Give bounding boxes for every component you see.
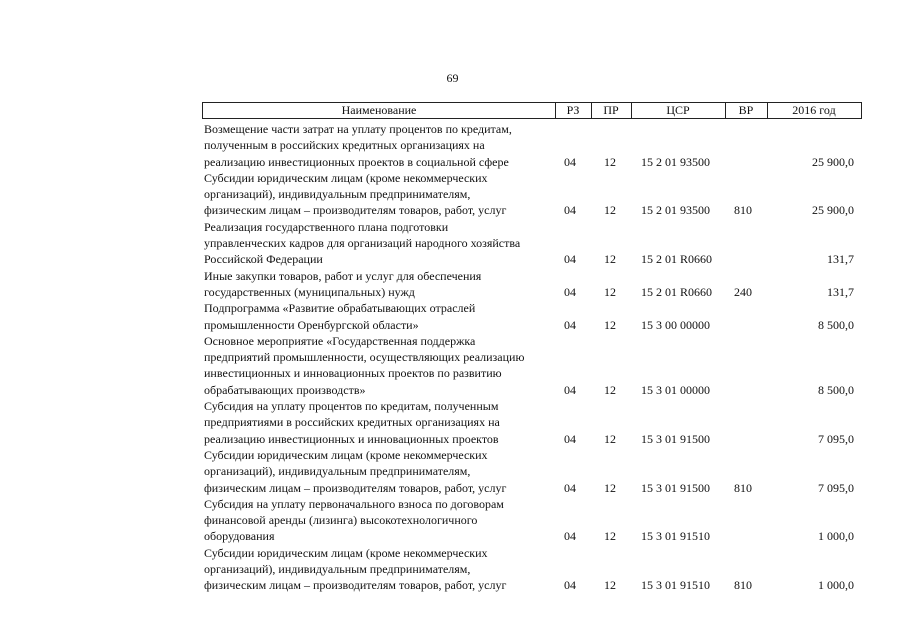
row-name xyxy=(204,545,550,594)
row-sum: 25 900,0 xyxy=(812,154,854,169)
row-pr: 12 xyxy=(604,382,616,397)
row-csr: 15 3 01 91510 xyxy=(641,529,710,544)
row-name-line: государственных (муниципальных) нужд xyxy=(204,284,415,299)
row-name-line: Субсидия на уплату первоначального взноса по договорам xyxy=(204,496,504,511)
table-row xyxy=(0,333,905,398)
table-row xyxy=(0,170,905,219)
row-name-line: организаций), индивидуальным предпринимателям, xyxy=(204,187,471,202)
row-name-line: организаций), индивидуальным предпринимателям, xyxy=(204,562,471,577)
row-sum: 1 000,0 xyxy=(818,578,854,593)
row-csr: 15 3 01 91500 xyxy=(641,431,710,446)
row-rz: 04 xyxy=(564,252,576,267)
row-pr: 12 xyxy=(604,529,616,544)
row-name-line: обрабатывающих производств» xyxy=(204,382,366,397)
row-sum: 131,7 xyxy=(827,284,854,299)
row-vr: 240 xyxy=(734,284,752,299)
row-name-line: физическим лицам – производителям товаров, работ, услуг xyxy=(204,480,507,495)
row-vr: 810 xyxy=(734,578,752,593)
row-name-line: управленческих кадров для организаций народного хозяйства xyxy=(204,236,521,251)
row-name xyxy=(204,268,550,301)
table-header xyxy=(202,102,862,119)
row-name-line: Российской Федерации xyxy=(204,252,323,267)
row-name-line: Субсидии юридическим лицам (кроме некоммерческих xyxy=(204,545,488,560)
row-sum: 7 095,0 xyxy=(818,431,854,446)
row-name-line: Подпрограмма «Развитие обрабатывающих отраслей xyxy=(204,301,476,316)
row-pr: 12 xyxy=(604,252,616,267)
row-csr: 15 2 01 93500 xyxy=(641,154,710,169)
row-pr: 12 xyxy=(604,480,616,495)
table-row xyxy=(0,398,905,447)
row-name-line: финансовой аренды (лизинга) высокотехнологичного xyxy=(204,513,478,528)
row-rz: 04 xyxy=(564,431,576,446)
row-name-line: Субсидии юридическим лицам (кроме некоммерческих xyxy=(204,447,488,462)
row-sum: 7 095,0 xyxy=(818,480,854,495)
header-pr: ПР xyxy=(591,103,632,118)
row-name-line: предприятиями в российских кредитных организациях на xyxy=(204,415,500,430)
header-year: 2016 год xyxy=(792,103,836,117)
row-name-line: Субсидия на уплату процентов по кредитам, полученным xyxy=(204,399,499,414)
row-pr: 12 xyxy=(604,317,616,332)
row-name-line: Субсидии юридическим лицам (кроме некоммерческих xyxy=(204,170,488,185)
table-row xyxy=(0,121,905,170)
row-rz: 04 xyxy=(564,529,576,544)
header-name: Наименование xyxy=(203,103,556,118)
row-csr: 15 3 01 00000 xyxy=(641,382,710,397)
row-name xyxy=(204,333,550,398)
row-name-line: полученным в российских кредитных организациях на xyxy=(204,138,485,153)
row-csr: 15 3 00 00000 xyxy=(641,317,710,332)
row-name xyxy=(204,398,550,447)
table-row xyxy=(0,545,905,594)
row-sum: 8 500,0 xyxy=(818,382,854,397)
row-pr: 12 xyxy=(604,431,616,446)
row-name xyxy=(204,496,550,545)
row-pr: 12 xyxy=(604,284,616,299)
row-csr: 15 3 01 91510 xyxy=(641,578,710,593)
row-name-line: оборудования xyxy=(204,529,275,544)
row-name-line: Возмещение части затрат на уплату процентов по кредитам, xyxy=(204,122,512,136)
row-vr: 810 xyxy=(734,480,752,495)
row-name-line: физическим лицам – производителям товаров, работ, услуг xyxy=(204,203,507,218)
row-csr: 15 2 01 R0660 xyxy=(641,284,713,299)
row-name-line: реализацию инвестиционных и инновационных проектов xyxy=(204,431,499,446)
row-csr: 15 2 01 R0660 xyxy=(641,252,713,267)
row-pr: 12 xyxy=(604,578,616,593)
header-rz: РЗ xyxy=(555,103,592,118)
table-row xyxy=(0,219,905,268)
row-name xyxy=(204,447,550,496)
page-number: 69 xyxy=(446,71,459,85)
row-name-line: Иные закупки товаров, работ и услуг для обеспечения xyxy=(204,268,482,283)
row-name-line: инвестиционных и инновационных проектов по развитию xyxy=(204,366,502,381)
table-row xyxy=(0,300,905,333)
row-name xyxy=(204,300,550,333)
row-rz: 04 xyxy=(564,317,576,332)
row-rz: 04 xyxy=(564,480,576,495)
row-sum: 1 000,0 xyxy=(818,529,854,544)
row-name-line: промышленности Оренбургской области» xyxy=(204,317,419,332)
row-name-line: Реализация государственного плана подготовки xyxy=(204,219,449,234)
row-pr: 12 xyxy=(604,154,616,169)
row-rz: 04 xyxy=(564,203,576,218)
row-name-line: Основное мероприятие «Государственная поддержка xyxy=(204,333,476,348)
row-rz: 04 xyxy=(564,154,576,169)
row-rz: 04 xyxy=(564,382,576,397)
row-name-line: организаций), индивидуальным предпринимателям, xyxy=(204,464,471,479)
row-name-line: физическим лицам – производителям товаров, работ, услуг xyxy=(204,578,507,593)
header-vr: ВР xyxy=(725,103,768,118)
header-csr: ЦСР xyxy=(631,103,726,118)
row-name xyxy=(204,170,550,219)
row-name-line: предприятий промышленности, осуществляющих реализацию xyxy=(204,350,525,365)
row-csr: 15 2 01 93500 xyxy=(641,203,710,218)
table-row xyxy=(0,496,905,545)
row-rz: 04 xyxy=(564,578,576,593)
row-name xyxy=(204,121,550,170)
row-name-line: реализацию инвестиционных проектов в социальной сфере xyxy=(204,154,509,169)
row-sum: 25 900,0 xyxy=(812,203,854,218)
row-csr: 15 3 01 91500 xyxy=(641,480,710,495)
table-row xyxy=(0,447,905,496)
row-rz: 04 xyxy=(564,284,576,299)
table-body xyxy=(0,121,905,594)
row-name xyxy=(204,219,550,268)
table-row xyxy=(0,268,905,301)
row-sum: 8 500,0 xyxy=(818,317,854,332)
row-pr: 12 xyxy=(604,203,616,218)
row-vr: 810 xyxy=(734,203,752,218)
row-sum: 131,7 xyxy=(827,252,854,267)
